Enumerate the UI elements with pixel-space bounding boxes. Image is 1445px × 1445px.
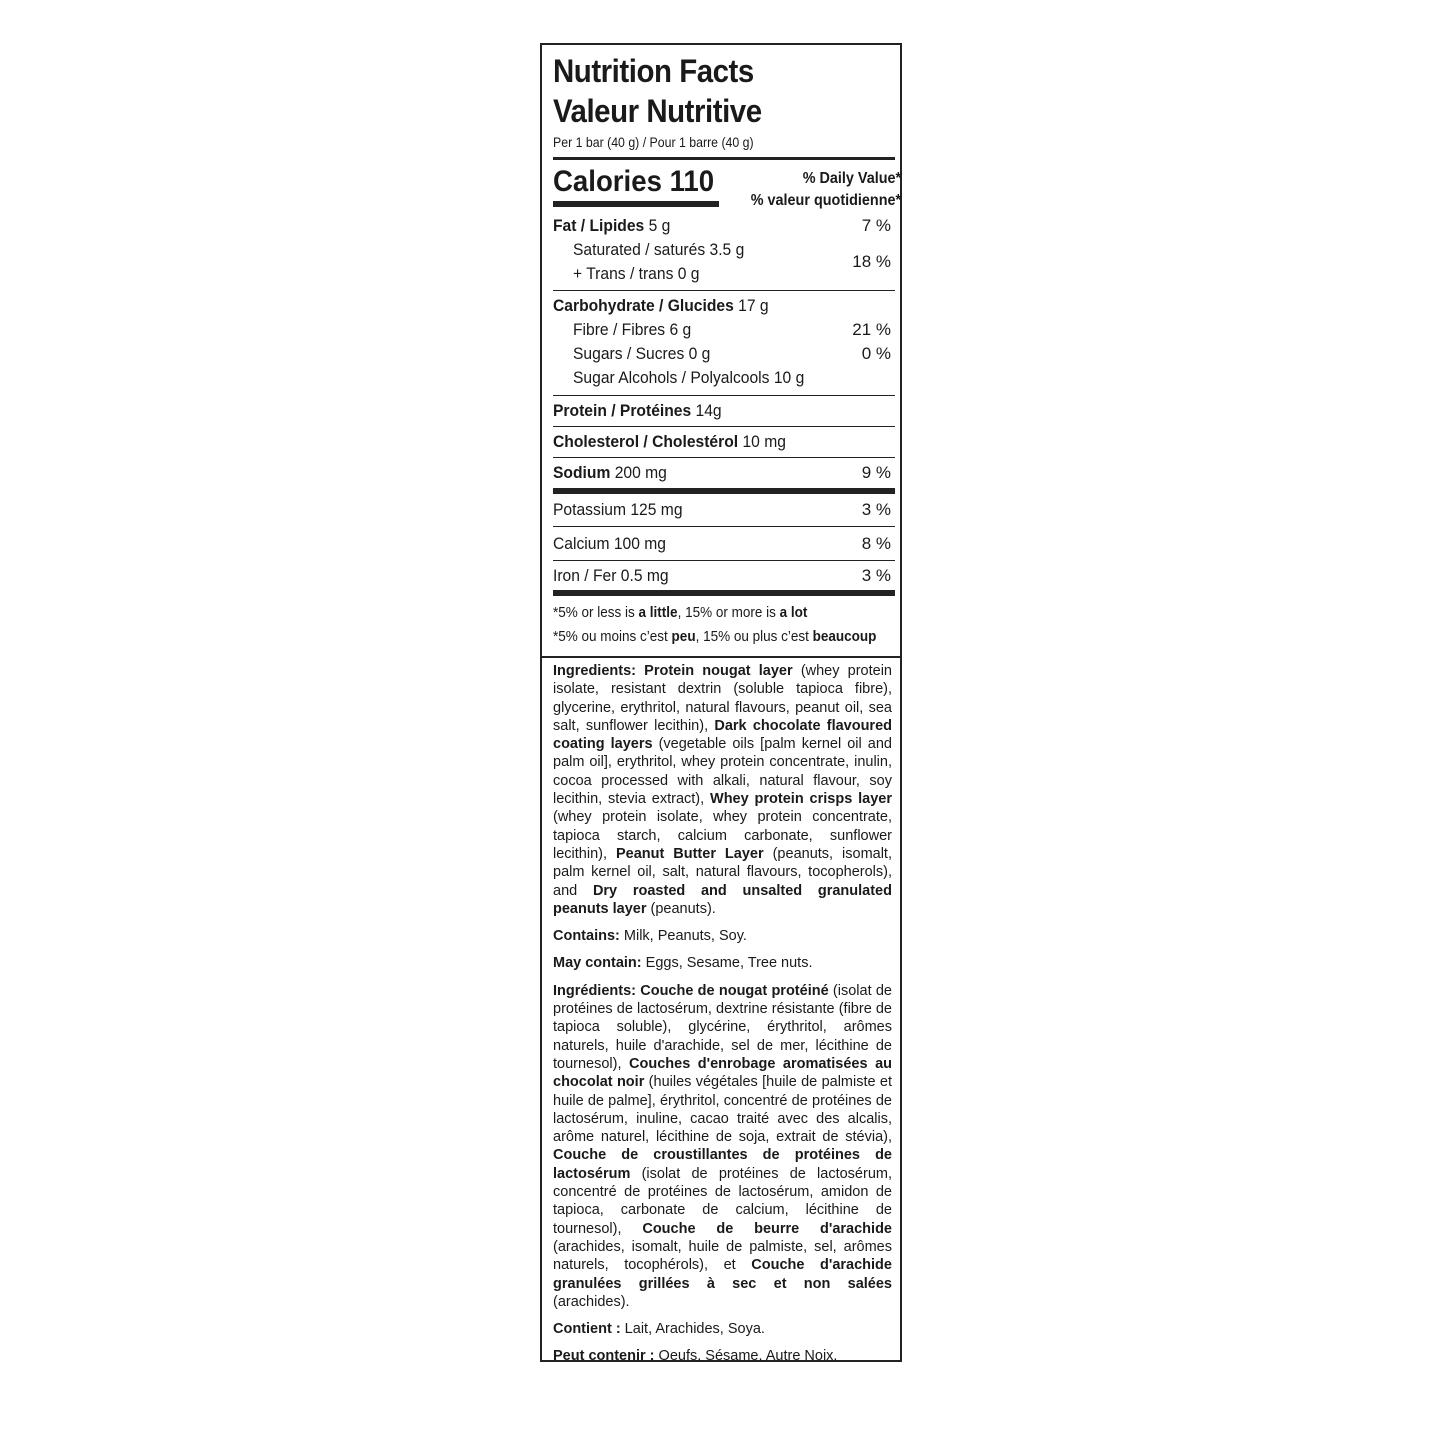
saturated-row: Saturated / saturés 3.5 g xyxy=(573,240,745,259)
divider xyxy=(553,290,895,291)
serving-size: Per 1 bar (40 g) / Pour 1 barre (40 g) xyxy=(553,134,754,150)
cholesterol-amount: 10 mg xyxy=(738,432,786,451)
divider xyxy=(553,426,895,427)
title-french: Valeur Nutritive xyxy=(553,93,762,129)
thick-divider xyxy=(553,590,895,596)
ingredients-text xyxy=(553,662,892,1366)
potassium-row: Potassium 125 mg 3 % xyxy=(553,498,895,522)
ingredients-english: Ingredients: Protein nougat layer (whey protein isolate, resistant dextrin (soluble tapioca fibre), glycerine, erythritol, natural flavours, peanut oil, sea salt, sunflower lecithin), Dark chocolate flavoured coating layers (vegetable oils [palm kernel oil and palm oil], erythritol, whey protein concentrate, inulin, cocoa processed with alkali, natural flavour, soy lecithin, stevia extract), Whey protein crisps layer (whey protein isolate, whey protein concentrate, tapioca starch, calcium carbonate, sunflower lecithin), Peanut Butter Layer (peanuts, isomalt, palm kernel oil, salt, natural flavours, tocopherols), and Dry roasted and unsalted granulated peanuts layer (peanuts). xyxy=(553,663,893,917)
carbohydrate-label: Carbohydrate / Glucides xyxy=(553,296,734,315)
footnote-english: *5% or less is a little, 15% or more is a lot xyxy=(553,604,808,621)
calories: Calories 110 xyxy=(553,165,715,198)
daily-value-french: % valeur quotidienne* xyxy=(750,192,901,209)
calories-underline xyxy=(553,201,719,207)
footnote-french: *5% ou moins c’est peu, 15% ou plus c’est beaucoup xyxy=(553,628,877,645)
divider xyxy=(553,526,895,527)
fat-row xyxy=(553,214,895,238)
ingredients-section xyxy=(542,656,900,1375)
protein-row xyxy=(553,399,895,423)
contains-french: Contient : Lait, Arachides, Soya. xyxy=(553,1321,765,1338)
potassium-percent: 3 % xyxy=(861,500,891,519)
divider xyxy=(553,560,895,561)
contains-english: Contains: Milk, Peanuts, Soy. xyxy=(553,928,747,945)
nutrition-facts-table xyxy=(553,45,901,649)
fat-percent: 7 % xyxy=(861,216,891,235)
ingredients-french: Ingrédients: Couche de nougat protéiné (isolat de protéines de lactosérum, dextrine résistante (fibre de tapioca soluble), glycérine, érythritol, arômes naturels, huile d'arachide, sel de mer, lécithine de tournesol), Couches d'enrobage aromatisées au chocolat noir (huiles végétales [huile de palmiste et huile de palme], érythritol, concentré de protéines de lactosérum, inuline, cacao traité avec des alcalis, arôme naturel, lécithine de soja, extrait de stévia), Couche de croustillantes de protéines de lactosérum (isolat de protéines de lactosérum, concentré de protéines de lactosérum, amidon de tapioca, carbonate de calcium, lécithine de tournesol), Couche de beurre d'arachide (arachides, isomalt, huile de palmiste, sel, arômes naturels, tocophérols), et Couche d'arachide granulées grillées à sec et non salées (arachides). xyxy=(553,982,892,1310)
title-english: Nutrition Facts xyxy=(553,53,754,89)
thick-divider xyxy=(553,488,895,494)
calcium-row: Calcium 100 mg 8 % xyxy=(553,532,895,556)
nutrition-label xyxy=(540,43,902,1365)
saturated-trans-percent: 18 % xyxy=(852,252,891,271)
protein-amount: 14g xyxy=(691,401,722,420)
fibre-row: Fibre / Fibres 6 g 21 % xyxy=(553,318,895,342)
divider xyxy=(553,457,895,458)
fat-label: Fat / Lipides xyxy=(553,216,645,235)
may-contain-english: May contain: Eggs, Sesame, Tree nuts. xyxy=(553,955,813,972)
sodium-percent: 9 % xyxy=(861,463,891,482)
iron-row: Iron / Fer 0.5 mg 3 % xyxy=(553,564,895,588)
sugars-percent: 0 % xyxy=(861,344,891,363)
cholesterol-row xyxy=(553,430,895,454)
divider xyxy=(553,395,895,396)
trans-row: + Trans / trans 0 g xyxy=(573,264,700,283)
cholesterol-label: Cholesterol / Cholestérol xyxy=(553,432,739,451)
daily-value-heading xyxy=(751,168,901,212)
protein-label: Protein / Protéines xyxy=(553,401,692,420)
iron-percent: 3 % xyxy=(861,566,891,585)
sodium-row xyxy=(553,461,895,485)
carbohydrate-amount: 17 g xyxy=(733,296,769,315)
daily-value-english: % Daily Value* xyxy=(802,170,901,187)
sodium-amount: 200 mg xyxy=(610,463,667,482)
may-contain-french: Peut contenir : Oeufs, Sésame, Autre Noix. xyxy=(553,1348,838,1365)
calcium-percent: 8 % xyxy=(861,534,891,553)
saturated-trans-group xyxy=(553,238,895,286)
sugar-alcohols-row: Sugar Alcohols / Polyalcools 10 g xyxy=(573,368,805,387)
sodium-label: Sodium xyxy=(553,463,611,482)
carbohydrate-row xyxy=(553,294,895,318)
fat-amount: 5 g xyxy=(644,216,671,235)
fibre-percent: 21 % xyxy=(852,320,891,339)
calories-row xyxy=(553,160,901,212)
sugars-row: Sugars / Sucres 0 g 0 % xyxy=(553,342,895,366)
